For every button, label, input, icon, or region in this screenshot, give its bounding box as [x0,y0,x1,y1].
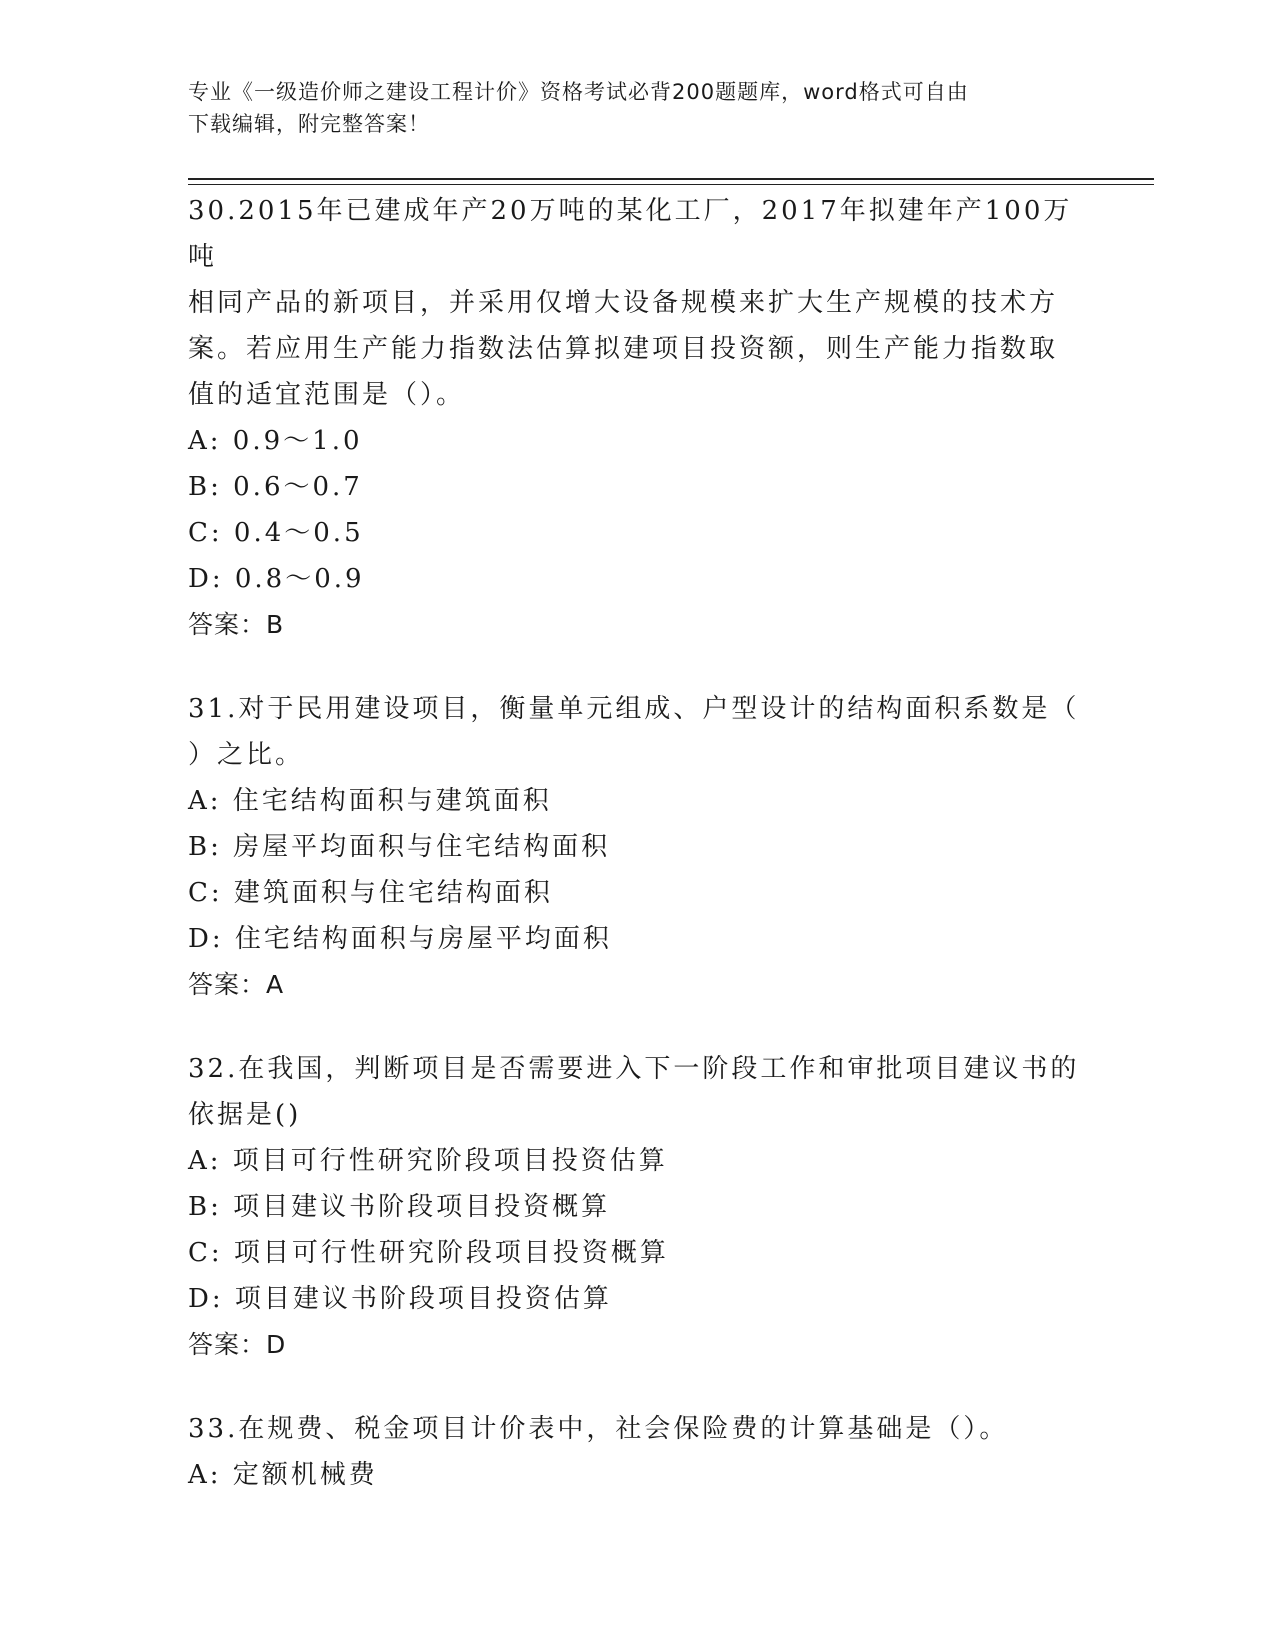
question-32 [188,1046,1088,1368]
answer-label: 答案：D [188,1330,287,1359]
option-d: D: 0.8～0.9 [188,564,365,594]
header-divider-thin [188,184,1154,185]
question-stem-line: 依据是() [188,1100,302,1130]
question-stem-line: 33.在规费、税金项目计价表中，社会保险费的计算基础是（）。 [188,1414,1009,1444]
question-stem-line: 32.在我国，判断项目是否需要进入下一阶段工作和审批项目建议书的 [188,1054,1080,1084]
question-stem-line: ）之比。 [188,740,305,770]
option-c: C: 项目可行性研究阶段项目投资概算 [188,1238,669,1268]
question-stem-line: 相同产品的新项目，并采用仅增大设备规模来扩大生产规模的技术方 [188,288,1059,318]
header-divider-thick [188,178,1154,180]
question-33 [188,1406,1088,1498]
question-list [188,188,1088,1536]
answer-label: 答案：B [188,610,285,639]
question-stem-line: 31.对于民用建设项目，衡量单元组成、户型设计的结构面积系数是（ [188,694,1080,724]
option-c: C: 0.4～0.5 [188,518,364,548]
question-31 [188,686,1088,1008]
option-c: C: 建筑面积与住宅结构面积 [188,878,553,908]
question-stem-line: 30.2015年已建成年产20万吨的某化工厂，2017年拟建年产100万吨 [188,196,1073,272]
option-d: D: 住宅结构面积与房屋平均面积 [188,924,612,954]
option-b: B: 0.6～0.7 [188,472,363,502]
question-stem-line: 值的适宜范围是（）。 [188,380,466,410]
answer-label: 答案：A [188,970,285,999]
option-a: A: 住宅结构面积与建筑面积 [188,786,552,816]
option-d: D: 项目建议书阶段项目投资估算 [188,1284,612,1314]
option-b: B: 房屋平均面积与住宅结构面积 [188,832,611,862]
question-stem-line: 案。若应用生产能力指数法估算拟建项目投资额，则生产能力指数取 [188,334,1059,364]
document-header [188,76,1088,140]
header-line-1: 专业《一级造价师之建设工程计价》资格考试必背200题题库，word格式可自由 [188,80,969,104]
option-a: A: 项目可行性研究阶段项目投资估算 [188,1146,668,1176]
option-a: A: 0.9～1.0 [188,426,363,456]
question-30 [188,188,1088,648]
header-line-2: 下载编辑，附完整答案！ [188,112,430,136]
option-b: B: 项目建议书阶段项目投资概算 [188,1192,611,1222]
option-a: A: 定额机械费 [188,1460,378,1490]
